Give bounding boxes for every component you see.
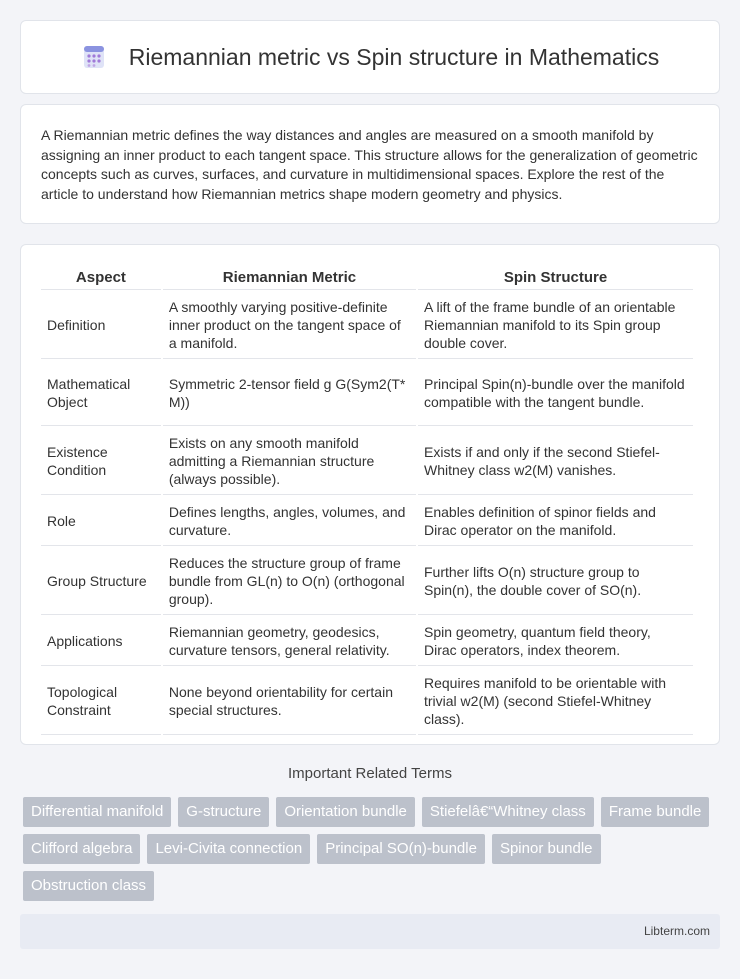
cell-aspect: Role bbox=[41, 497, 161, 546]
page-title: Riemannian metric vs Spin structure in Mathematics bbox=[128, 43, 660, 70]
cell-aspect: Applications bbox=[41, 617, 161, 666]
related-term-tag[interactable]: G-structure bbox=[178, 797, 269, 827]
cell-spin-structure: Further lifts O(n) structure group to Spin(n), the double cover of SO(n). bbox=[418, 548, 693, 615]
cell-riemannian-metric: Riemannian geometry, geodesics, curvature tensors, general relativity. bbox=[163, 617, 416, 666]
cell-aspect: Existence Condition bbox=[41, 428, 161, 495]
cell-riemannian-metric: Reduces the structure group of frame bundle from GL(n) to O(n) (orthogonal group). bbox=[163, 548, 416, 615]
intro-paragraph: A Riemannian metric defines the way distances and angles are measured on a smooth manifold by assigning an inner product to each tangent space. This structure allows for the generalization of geometric concepts such as curves, surfaces, and curvature in multidimensional spaces. Explore the rest of the article to understand how Riemannian metrics shape modern geometry and physics. bbox=[41, 127, 698, 202]
cell-aspect: Mathematical Object bbox=[41, 361, 161, 426]
table-row bbox=[41, 361, 693, 426]
cell-spin-structure: Principal Spin(n)-bundle over the manifold compatible with the tangent bundle. bbox=[418, 361, 693, 426]
table-row bbox=[41, 617, 693, 666]
cell-spin-structure: Exists if and only if the second Stiefel-Whitney class w2(M) vanishes. bbox=[418, 428, 693, 495]
intro-card bbox=[20, 104, 720, 224]
related-terms-list bbox=[23, 797, 720, 901]
related-term-tag[interactable]: Differential manifold bbox=[23, 797, 171, 827]
related-term-tag[interactable]: Principal SO(n)-bundle bbox=[317, 834, 485, 864]
column-header-spin-structure: Spin Structure bbox=[418, 265, 693, 290]
footer-site-link[interactable]: Libterm.com bbox=[643, 924, 710, 938]
cell-spin-structure: Spin geometry, quantum field theory, Dirac operators, index theorem. bbox=[418, 617, 693, 666]
table-row bbox=[41, 497, 693, 546]
column-header-aspect: Aspect bbox=[41, 265, 161, 290]
related-term-tag[interactable]: Spinor bundle bbox=[492, 834, 601, 864]
table-row bbox=[41, 292, 693, 359]
related-term-tag[interactable]: Levi-Civita connection bbox=[147, 834, 310, 864]
document-grid-icon bbox=[81, 44, 107, 70]
cell-aspect: Group Structure bbox=[41, 548, 161, 615]
header-card bbox=[20, 20, 720, 94]
cell-spin-structure: A lift of the frame bundle of an orientable Riemannian manifold to its Spin group double cover. bbox=[418, 292, 693, 359]
table-row bbox=[41, 668, 693, 735]
related-term-tag[interactable]: Stiefelâ€“Whitney class bbox=[422, 797, 594, 827]
table-row bbox=[41, 548, 693, 615]
cell-aspect: Topological Constraint bbox=[41, 668, 161, 735]
cell-spin-structure: Requires manifold to be orientable with trivial w2(M) (second Stiefel-Whitney class). bbox=[418, 668, 693, 735]
table-header-row bbox=[41, 265, 693, 290]
cell-spin-structure: Enables definition of spinor fields and Dirac operator on the manifold. bbox=[418, 497, 693, 546]
column-header-riemannian-metric: Riemannian Metric bbox=[163, 265, 416, 290]
related-terms-title: Important Related Terms bbox=[288, 765, 452, 782]
cell-riemannian-metric: Symmetric 2-tensor field g G(Sym2(T* M)) bbox=[163, 361, 416, 426]
related-term-tag[interactable]: Orientation bundle bbox=[276, 797, 415, 827]
cell-aspect: Definition bbox=[41, 292, 161, 359]
cell-riemannian-metric: None beyond orientability for certain special structures. bbox=[163, 668, 416, 735]
related-term-tag[interactable]: Clifford algebra bbox=[23, 834, 140, 864]
cell-riemannian-metric: A smoothly varying positive-definite inner product on the tangent space of a manifold. bbox=[163, 292, 416, 359]
footer bbox=[20, 914, 720, 949]
table-row bbox=[41, 428, 693, 495]
cell-riemannian-metric: Defines lengths, angles, volumes, and curvature. bbox=[163, 497, 416, 546]
related-term-tag[interactable]: Obstruction class bbox=[23, 871, 154, 901]
comparison-table-card bbox=[20, 244, 720, 745]
comparison-table bbox=[39, 263, 695, 737]
related-term-tag[interactable]: Frame bundle bbox=[601, 797, 710, 827]
cell-riemannian-metric: Exists on any smooth manifold admitting a Riemannian structure (always possible). bbox=[163, 428, 416, 495]
